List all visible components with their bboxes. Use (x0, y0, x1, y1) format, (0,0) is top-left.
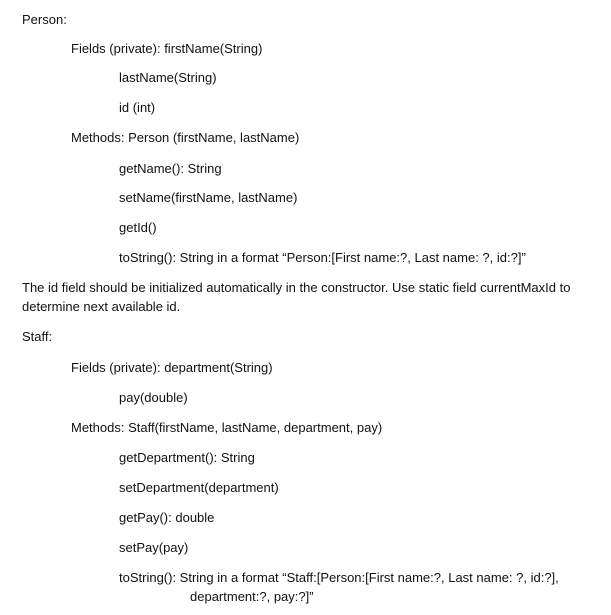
person-field-lastname: lastName(String) (119, 70, 217, 85)
person-field-id: id (int) (119, 100, 156, 115)
person-fields-label: Fields (private): firstName(String) (71, 41, 263, 56)
note-line-1: The id field should be initialized automatically in the constructor. Use static field currentMaxId to (22, 280, 571, 295)
person-method-getname: getName(): String (119, 161, 222, 176)
staff-method-setpay: setPay(pay) (119, 540, 189, 555)
staff-method-tostring: toString(): String in a format “Staff:[Person:[First name:?, Last name: ?, id:?], (119, 570, 559, 585)
staff-method-getpay: getPay(): double (119, 510, 215, 525)
staff-field-pay: pay(double) (119, 390, 188, 405)
staff-method-getdepartment: getDepartment(): String (119, 450, 255, 465)
staff-heading: Staff: (22, 329, 53, 344)
person-method-tostring: toString(): String in a format “Person:[First name:?, Last name: ?, id:?]” (119, 250, 526, 265)
staff-fields-label: Fields (private): department(String) (71, 360, 273, 375)
person-method-setname: setName(firstName, lastName) (119, 190, 298, 205)
person-method-getid: getId() (119, 220, 157, 235)
person-methods-label: Methods: Person (firstName, lastName) (71, 130, 300, 145)
staff-method-tostring-continued: department:?, pay:?]” (190, 589, 314, 604)
staff-method-setdepartment: setDepartment(department) (119, 480, 279, 495)
note-line-2: determine next available id. (22, 299, 181, 314)
person-heading: Person: (22, 12, 67, 27)
staff-methods-label: Methods: Staff(firstName, lastName, department, pay) (71, 420, 383, 435)
